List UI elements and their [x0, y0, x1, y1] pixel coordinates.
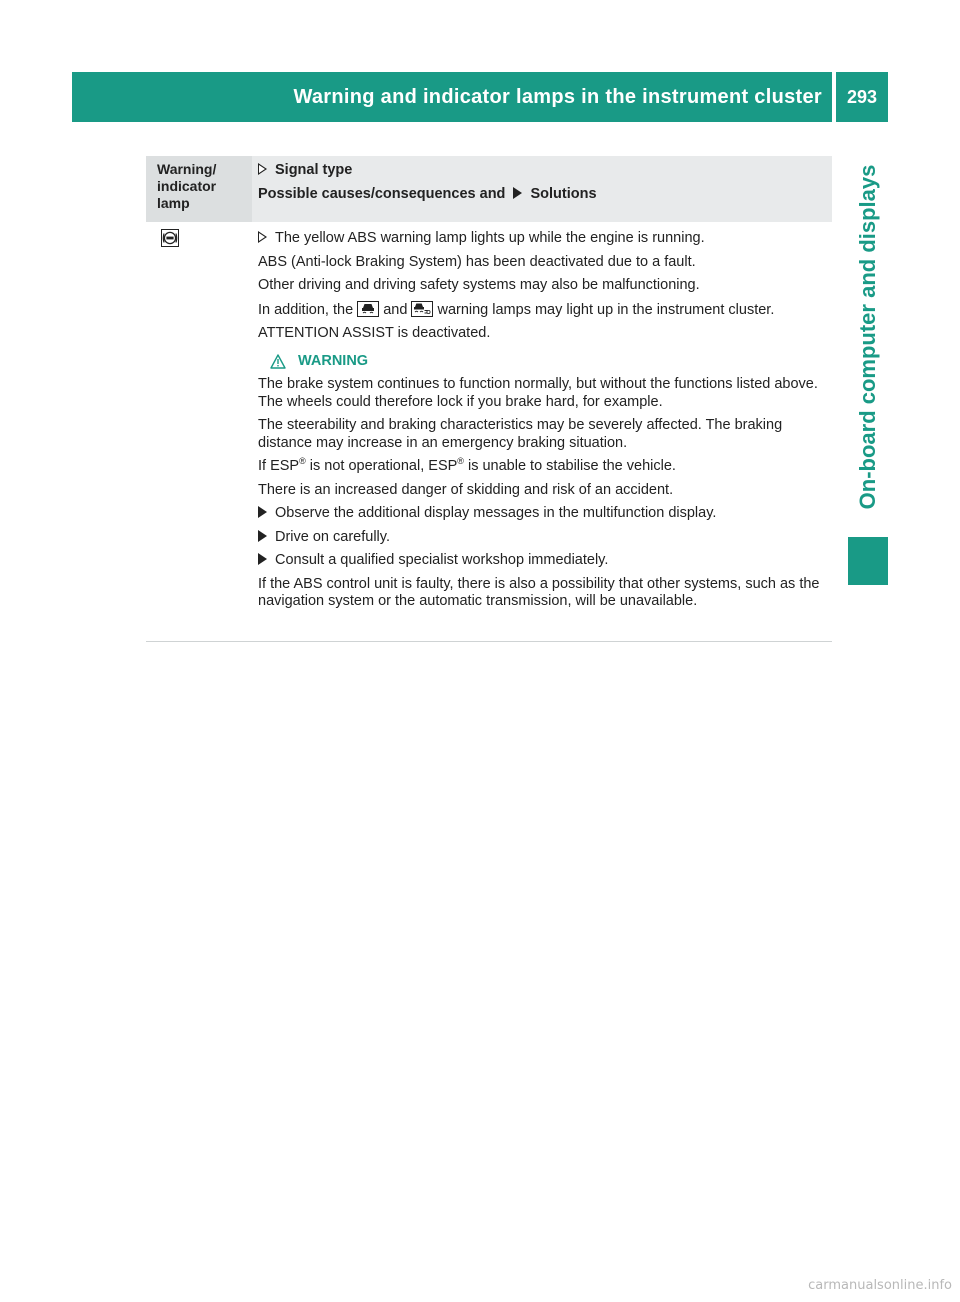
page-number-box	[836, 72, 888, 122]
signal-text: The yellow ABS warning lamp lights up while the engine is running.	[275, 230, 705, 246]
warning-heading	[270, 353, 830, 371]
column-header-causes-label: Possible causes/consequences and	[258, 186, 506, 202]
action-step	[258, 552, 830, 570]
solution-arrow-icon	[513, 187, 522, 199]
warning-paragraph: The brake system continues to function normally, but without the functions listed above. The wheels could therefore lock if you brake hard, for example.	[258, 376, 818, 410]
warning-paragraph: There is an increased danger of skidding and risk of an accident.	[258, 481, 674, 498]
warning-paragraph: The steerability and braking characteristics may be severely affected. The braking distance may increase in an emergency braking situation.	[258, 417, 783, 451]
warning-triangle-icon	[270, 354, 286, 369]
action-text: Drive on carefully.	[275, 528, 390, 545]
side-tab	[848, 122, 888, 552]
action-text: Observe the additional display messages in the multifunction display.	[275, 505, 717, 521]
column-header-causes	[258, 186, 597, 202]
watermark: carmanualsonline.info	[808, 1278, 952, 1293]
column-header-lamp: Warning/ indicator lamp	[157, 161, 217, 211]
paragraph-text: warning lamps may light up in the instrument cluster.	[437, 301, 775, 318]
skid-lamp-icon	[357, 301, 379, 317]
signal-type-icon	[258, 231, 267, 243]
action-step	[258, 505, 830, 523]
warning-label: WARNING	[298, 352, 369, 369]
paragraph-text: In addition, the	[258, 301, 354, 318]
lamp-description	[258, 230, 830, 617]
action-step	[258, 529, 830, 547]
action-arrow-icon	[258, 553, 267, 565]
registered-mark: ®	[299, 456, 306, 467]
header-bar	[72, 72, 832, 122]
table-bottom-rule	[146, 641, 832, 642]
warning-paragraph	[258, 458, 830, 476]
registered-mark: ®	[457, 456, 464, 467]
paragraph: ATTENTION ASSIST is deactivated.	[258, 325, 491, 341]
column-header-signal	[258, 162, 352, 178]
column-header-solutions-label: Solutions	[530, 186, 597, 202]
table-header-lamp-cell	[146, 156, 252, 222]
paragraph	[258, 301, 830, 320]
paragraph: Other driving and driving safety systems may also be malfunctioning.	[258, 277, 700, 293]
action-arrow-icon	[258, 506, 267, 518]
side-marker	[848, 537, 888, 585]
abs-warning-icon	[161, 229, 179, 247]
signal-type-icon	[258, 163, 267, 175]
warning-text: is not operational, ESP	[309, 458, 458, 474]
paragraph-text: and	[383, 301, 408, 318]
side-tab-label: On-board computer and displays	[855, 164, 880, 510]
paragraph: ABS (Anti-lock Braking System) has been deactivated due to a fault.	[258, 253, 696, 270]
page-number: 293	[846, 87, 878, 107]
page-title: Warning and indicator lamps in the instrument cluster	[293, 86, 822, 108]
action-text: Consult a qualified specialist workshop immediately.	[275, 552, 609, 568]
warning-text: If ESP	[258, 458, 300, 474]
paragraph: If the ABS control unit is faulty, there is also a possibility that other systems, such as the navigation system or the automatic transmission, will be unavailable.	[258, 575, 820, 609]
action-arrow-icon	[258, 530, 267, 542]
signal-line	[258, 230, 830, 248]
table-header-main-cell	[252, 156, 832, 222]
column-header-signal-label: Signal type	[275, 162, 353, 178]
esp-off-lamp-icon	[411, 301, 433, 317]
warning-text: is unable to stabilise the vehicle.	[467, 458, 676, 474]
